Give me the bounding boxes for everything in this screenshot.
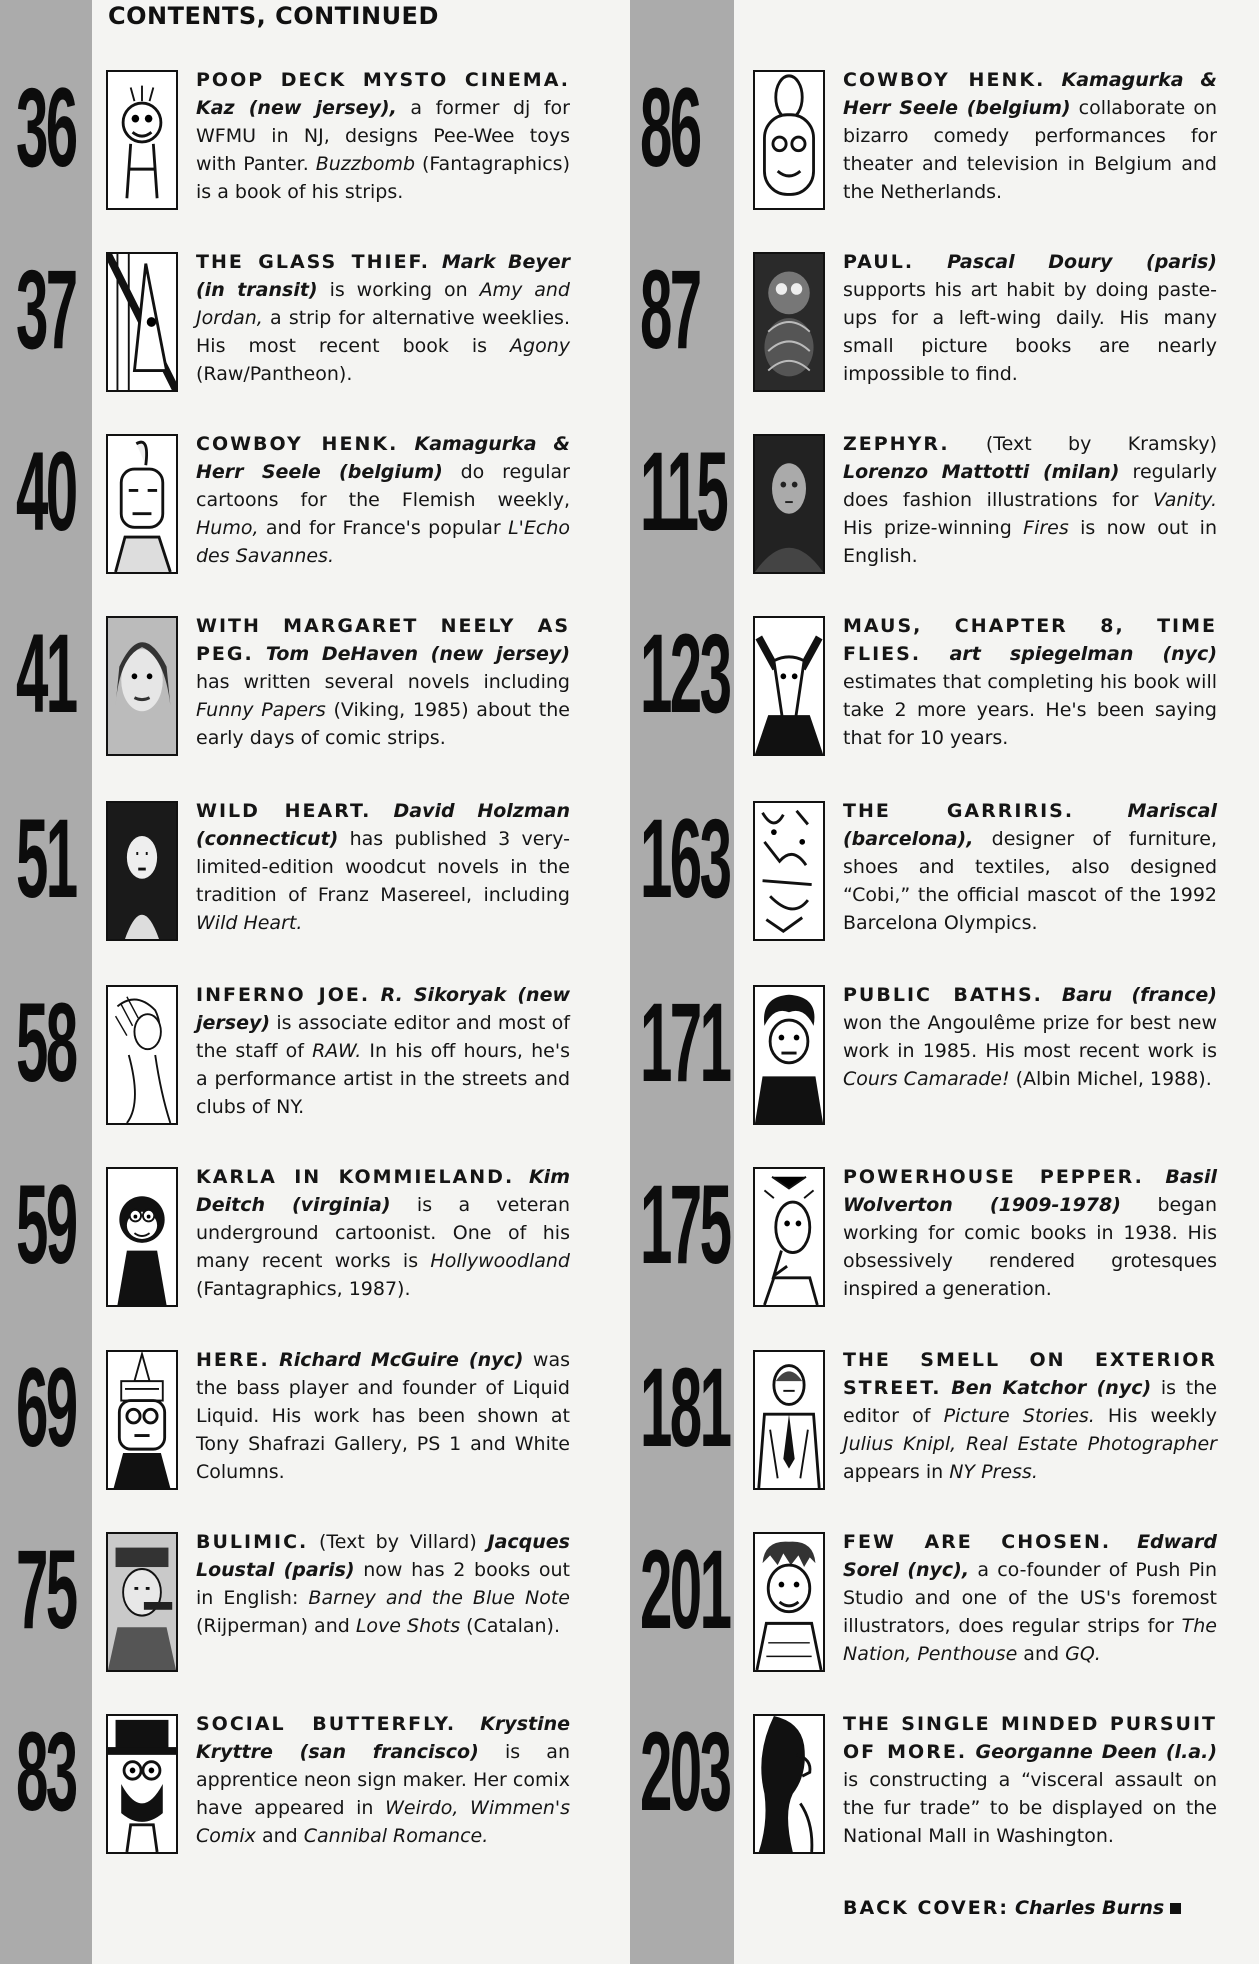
story-title: WITH MARGARET NEELY AS PEG. bbox=[196, 615, 570, 665]
entry-description bbox=[843, 1710, 1217, 1850]
bio-text: is the editor of bbox=[843, 1377, 1217, 1427]
contents-entry bbox=[0, 1704, 600, 1854]
bio-text: (Fantagraphics) is a book of his strips. bbox=[196, 153, 570, 203]
author-name: Baru (france) bbox=[1061, 984, 1217, 1006]
contents-entry bbox=[0, 60, 600, 210]
story-title: PAUL. bbox=[843, 251, 915, 273]
author-name: Kamagurka & Herr Seele (belgium) bbox=[196, 433, 570, 483]
author-name: Pascal Doury (paris) bbox=[947, 251, 1217, 273]
author-name: Tom DeHaven (new jersey) bbox=[265, 643, 570, 665]
back-cover-author: Charles Burns bbox=[1015, 1897, 1165, 1919]
page-number: 59 bbox=[16, 1162, 76, 1287]
bio-text: won the Angoulême prize for best new work in 1985. His most recent work is bbox=[843, 1012, 1217, 1062]
author-name: David Holzman (connecticut) bbox=[196, 800, 570, 850]
page-number: 163 bbox=[640, 796, 730, 921]
author-name: Jacques Loustal (paris) bbox=[196, 1531, 570, 1581]
work-title: Love Shots bbox=[355, 1615, 461, 1637]
entry-description bbox=[843, 66, 1217, 206]
bio-text: supports his art habit by doing paste-ups for a left-wing daily. His many small picture books are nearly impossible to find. bbox=[843, 279, 1217, 385]
story-title: PUBLIC BATHS. bbox=[843, 984, 1043, 1006]
entry-description bbox=[843, 1528, 1217, 1668]
page-number: 203 bbox=[640, 1709, 730, 1834]
scribble-icon bbox=[753, 801, 825, 941]
glasses-man-icon bbox=[106, 1350, 178, 1490]
hatched-figure-icon bbox=[106, 252, 178, 392]
woman-photo-icon bbox=[106, 616, 178, 756]
work-title: Vanity. bbox=[1152, 489, 1217, 511]
bio-text: and bbox=[255, 1825, 304, 1847]
entry-description bbox=[843, 1163, 1217, 1303]
page-number: 115 bbox=[640, 429, 727, 554]
entry-description bbox=[196, 1163, 570, 1303]
page-number: 171 bbox=[640, 980, 730, 1105]
story-title: THE GARRIRIS. bbox=[843, 800, 1075, 822]
bio-text: is working on bbox=[329, 279, 480, 301]
page-number: 83 bbox=[16, 1709, 76, 1834]
contents-entry bbox=[640, 424, 1247, 574]
bio-text: is constructing a “visceral assault on the fur trade” to be displayed on the National Mall in Washington. bbox=[843, 1769, 1217, 1847]
mouse-face-icon bbox=[106, 70, 178, 210]
author-name: Kim Deitch (virginia) bbox=[196, 1166, 570, 1216]
page-number: 175 bbox=[640, 1162, 730, 1287]
contents-entry bbox=[640, 791, 1247, 941]
contents-entry bbox=[0, 975, 600, 1125]
story-title: COWBOY HENK. bbox=[843, 69, 1046, 91]
bio-text: In his off hours, he's a performance artist in the streets and clubs of NY. bbox=[196, 1040, 570, 1118]
entry-description bbox=[196, 66, 570, 206]
bio-text: (Fantagraphics, 1987). bbox=[196, 1278, 411, 1300]
back-cover-credit bbox=[843, 1897, 1181, 1919]
bio-text: do regular cartoons for the Flemish weekly, bbox=[196, 461, 570, 511]
entry-description bbox=[196, 981, 570, 1121]
entry-description bbox=[843, 612, 1217, 752]
bio-text: has written several novels including bbox=[196, 671, 570, 693]
author-name: R. Sikoryak (new jersey) bbox=[196, 984, 571, 1034]
bio-text: (Raw/Pantheon). bbox=[196, 363, 353, 385]
entry-description bbox=[843, 1346, 1217, 1486]
suit-man-icon bbox=[753, 1350, 825, 1490]
author-name: Kamagurka & Herr Seele (belgium) bbox=[843, 69, 1217, 119]
work-title: L'Echo des Savannes. bbox=[196, 517, 570, 567]
work-title: RAW. bbox=[312, 1040, 362, 1062]
tall-head-icon bbox=[753, 70, 825, 210]
bio-text: was the bass player and founder of Liquid Liquid. His work has been shown at Tony Shafrazi Gallery, PS 1 and White Columns. bbox=[196, 1349, 571, 1483]
bio-text: (Albin Michel, 1988). bbox=[1009, 1068, 1212, 1090]
work-title: Agony bbox=[510, 335, 570, 357]
dark-profile-icon bbox=[753, 1714, 825, 1854]
bio-text: estimates that completing his book will take 2 more years. He's been saying that for 10 years. bbox=[843, 671, 1217, 749]
author-name: Ben Katchor (nyc) bbox=[951, 1377, 1152, 1399]
story-title: KARLA IN KOMMIELAND. bbox=[196, 1166, 515, 1188]
contents-entry bbox=[640, 1340, 1247, 1490]
work-title: Buzzbomb bbox=[315, 153, 416, 175]
bio-text: His weekly bbox=[1094, 1405, 1217, 1427]
contents-entry bbox=[640, 1522, 1247, 1672]
contents-entry bbox=[640, 1704, 1247, 1854]
page-number: 69 bbox=[16, 1345, 76, 1470]
page-number: 58 bbox=[16, 980, 76, 1105]
page-number: 40 bbox=[16, 429, 76, 554]
ornate-face-icon bbox=[753, 252, 825, 392]
author-name: art spiegelman (nyc) bbox=[949, 643, 1217, 665]
entry-description bbox=[196, 612, 570, 752]
entry-description bbox=[196, 1710, 570, 1850]
entry-description bbox=[196, 797, 570, 937]
entry-description bbox=[196, 248, 570, 388]
page-header: CONTENTS, CONTINUED bbox=[108, 2, 439, 30]
curly-man-icon bbox=[753, 985, 825, 1125]
work-title: GQ. bbox=[1065, 1643, 1101, 1665]
page-number: 123 bbox=[640, 611, 730, 736]
author-name: Richard McGuire (nyc) bbox=[279, 1349, 524, 1371]
page-number: 86 bbox=[640, 65, 700, 190]
contents-entry bbox=[640, 60, 1247, 210]
author-name: Lorenzo Mattotti (milan) bbox=[843, 461, 1120, 483]
page-number: 201 bbox=[640, 1527, 730, 1652]
caricature-icon bbox=[753, 1532, 825, 1672]
story-title: THE GLASS THIEF. bbox=[196, 251, 430, 273]
bio-text: and bbox=[1017, 1643, 1066, 1665]
work-title: Cours Camarade! bbox=[843, 1068, 1010, 1090]
sketch-figure-icon bbox=[106, 985, 178, 1125]
text-credit: (Text by Kramsky) bbox=[985, 433, 1218, 455]
page-number: 36 bbox=[16, 65, 76, 190]
back-cover-label: BACK COVER: bbox=[843, 1897, 1009, 1919]
bio-text: began working for comic books in 1938. His obsessively rendered grotesques inspired a generation. bbox=[843, 1194, 1217, 1300]
author-name: Mariscal (barcelona), bbox=[843, 800, 1218, 850]
page-number: 37 bbox=[16, 247, 76, 372]
story-title: INFERNO JOE. bbox=[196, 984, 371, 1006]
author-name: Edward Sorel (nyc), bbox=[843, 1531, 1217, 1581]
ghost-face-icon bbox=[753, 434, 825, 574]
contents-entry bbox=[0, 424, 600, 574]
contents-entry bbox=[0, 791, 600, 941]
work-title: Humo, bbox=[196, 517, 259, 539]
work-title: Cannibal Romance. bbox=[303, 1825, 489, 1847]
work-title: Amy and Jordan, bbox=[196, 279, 570, 329]
bio-text: appears in bbox=[843, 1461, 950, 1483]
page-number: 51 bbox=[16, 796, 76, 921]
work-title: NY Press. bbox=[949, 1461, 1038, 1483]
author-name: Georganne Deen (l.a.) bbox=[975, 1741, 1218, 1763]
entry-description bbox=[843, 981, 1217, 1093]
work-title: Weirdo, Wimmen's Comix bbox=[196, 1797, 570, 1847]
author-name: Kaz (new jersey), bbox=[196, 97, 397, 119]
author-name: Mark Beyer (in transit) bbox=[196, 251, 571, 301]
bio-text: and for France's popular bbox=[258, 517, 509, 539]
bio-text: collaborate on bizarro comedy performances for theater and television in Belgium and the Netherlands. bbox=[843, 97, 1217, 203]
bald-head-icon bbox=[753, 1167, 825, 1307]
bio-text: a former dj for WFMU in NJ, designs Pee-Wee toys with Panter. bbox=[196, 97, 570, 175]
bio-text: (Viking, 1985) about the early days of comic strips. bbox=[196, 699, 570, 749]
contents-entry bbox=[640, 242, 1247, 392]
story-title: THE SINGLE MINDED PURSUIT OF MORE. bbox=[843, 1713, 1217, 1763]
bio-text: designer of furniture, shoes and textiles, also designed “Cobi,” the official mascot of the 1992 Barcelona Olympics. bbox=[843, 828, 1217, 934]
contents-entry bbox=[0, 242, 600, 392]
story-title: COWBOY HENK. bbox=[196, 433, 399, 455]
woodcut-woman-icon bbox=[106, 801, 178, 941]
end-mark bbox=[1170, 1903, 1181, 1914]
page-number: 87 bbox=[640, 247, 700, 372]
entry-description bbox=[196, 1528, 570, 1640]
story-title: HERE. bbox=[196, 1349, 270, 1371]
contents-entry bbox=[0, 606, 600, 756]
contents-entry bbox=[0, 1157, 600, 1307]
bio-text: is associate editor and most of the staff of bbox=[196, 1012, 570, 1062]
entry-description bbox=[843, 430, 1217, 570]
quiff-man-icon bbox=[106, 434, 178, 574]
entry-description bbox=[196, 430, 570, 570]
work-title: Funny Papers bbox=[196, 699, 326, 721]
cartoon-cat-icon bbox=[106, 1167, 178, 1307]
entry-description bbox=[196, 1346, 570, 1486]
bio-text: has published 3 very-limited-edition woodcut novels in the tradition of Franz Masereel, including bbox=[196, 828, 570, 906]
bio-text: (Catalan). bbox=[460, 1615, 560, 1637]
work-title: Wild Heart. bbox=[196, 912, 303, 934]
bio-text: is now out in English. bbox=[843, 517, 1217, 567]
bio-text: a strip for alternative weeklies. His most recent book is bbox=[196, 307, 570, 357]
bio-text: (Rijperman) and bbox=[196, 1615, 356, 1637]
bio-text: regularly does fashion illustrations for bbox=[843, 461, 1217, 511]
text-credit: (Text by Villard) bbox=[319, 1531, 477, 1553]
work-title: Picture Stories. bbox=[943, 1405, 1095, 1427]
story-title: THE SMELL ON EXTERIOR STREET. bbox=[843, 1349, 1217, 1399]
contents-entry bbox=[0, 1340, 600, 1490]
page-number: 41 bbox=[16, 611, 76, 736]
hat-man-icon bbox=[106, 1714, 178, 1854]
contents-entry bbox=[640, 606, 1247, 756]
contents-entry bbox=[0, 1522, 600, 1672]
contents-entry bbox=[640, 975, 1247, 1125]
author-name: Krystine Kryttre (san francisco) bbox=[196, 1713, 571, 1763]
mouse-mask-icon bbox=[753, 616, 825, 756]
bio-text: His prize-winning bbox=[843, 517, 1024, 539]
work-title: Fires bbox=[1023, 517, 1069, 539]
story-title: WILD HEART. bbox=[196, 800, 372, 822]
work-title: Hollywoodland bbox=[430, 1250, 570, 1272]
page-number: 181 bbox=[640, 1345, 730, 1470]
musician-icon bbox=[106, 1532, 178, 1672]
page-number: 75 bbox=[16, 1527, 76, 1652]
bio-text: a co-founder of Push Pin Studio and one of the US's foremost illustrators, does regular strips for bbox=[843, 1559, 1217, 1637]
author-name: Basil Wolverton (1909-1978) bbox=[843, 1166, 1217, 1216]
bio-text: now has 2 books out in English: bbox=[196, 1559, 570, 1609]
bio-text: is an apprentice neon sign maker. Her comix have appeared in bbox=[196, 1741, 570, 1819]
entry-description bbox=[843, 797, 1217, 937]
bio-text: is a veteran underground cartoonist. One of his many recent works is bbox=[196, 1194, 570, 1272]
work-title: Julius Knipl, Real Estate Photographer bbox=[843, 1433, 1217, 1455]
story-title: FEW ARE CHOSEN. bbox=[843, 1531, 1112, 1553]
story-title: SOCIAL BUTTERFLY. bbox=[196, 1713, 457, 1735]
contents-entry bbox=[640, 1157, 1247, 1307]
story-title: BULIMIC. bbox=[196, 1531, 309, 1553]
story-title: MAUS, CHAPTER 8, TIME FLIES. bbox=[843, 615, 1217, 665]
work-title: Barney and the Blue Note bbox=[308, 1587, 570, 1609]
story-title: POWERHOUSE PEPPER. bbox=[843, 1166, 1144, 1188]
work-title: The Nation, Penthouse bbox=[843, 1615, 1217, 1665]
story-title: ZEPHYR. bbox=[843, 433, 950, 455]
entry-description bbox=[843, 248, 1217, 388]
story-title: POOP DECK MYSTO CINEMA. bbox=[196, 69, 570, 91]
